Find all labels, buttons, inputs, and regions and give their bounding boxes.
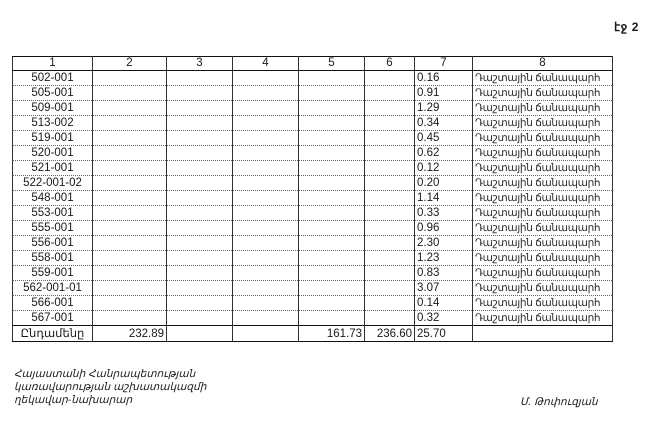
col6-value: [365, 86, 415, 101]
area-value: 0.62: [415, 146, 473, 161]
col6-value: [365, 146, 415, 161]
col6-value: [365, 116, 415, 131]
col3-value: [167, 86, 233, 101]
col5-value: [299, 176, 365, 191]
col6-value: [365, 266, 415, 281]
column-header: 3: [167, 57, 233, 71]
col5-value: [299, 86, 365, 101]
land-plots-table: [12, 56, 613, 342]
table-row: [13, 311, 613, 326]
col2-value: [93, 236, 167, 251]
area-value: 0.12: [415, 161, 473, 176]
table-row: [13, 206, 613, 221]
plot-code: 521-001: [13, 161, 93, 176]
col2-value: [93, 161, 167, 176]
col3-value: [167, 221, 233, 236]
plot-code: 553-001: [13, 206, 93, 221]
table-header-row: [13, 57, 613, 71]
plot-code: 520-001: [13, 146, 93, 161]
plot-code: 548-001: [13, 191, 93, 206]
signature-line: ղեկավար-նախարար: [14, 394, 133, 406]
col5-value: [299, 251, 365, 266]
col2-value: [93, 146, 167, 161]
col6-value: [365, 176, 415, 191]
table-row: [13, 221, 613, 236]
col5-value: [299, 281, 365, 296]
col4-value: [233, 131, 299, 146]
col5-value: [299, 131, 365, 146]
plot-code: 559-001: [13, 266, 93, 281]
col4-value: [233, 86, 299, 101]
col6-value: [365, 311, 415, 326]
plot-code: 502-001: [13, 71, 93, 86]
col6-value: [365, 296, 415, 311]
col4-value: [233, 281, 299, 296]
table-row: [13, 71, 613, 86]
col5-value: [299, 206, 365, 221]
col3-value: [167, 176, 233, 191]
table-row: [13, 191, 613, 206]
col3-value: [167, 236, 233, 251]
plot-code: 555-001: [13, 221, 93, 236]
col6-value: [365, 251, 415, 266]
total-col8: [473, 326, 613, 342]
col6-value: [365, 236, 415, 251]
land-type: Դաշտային ճանապարհ: [473, 296, 613, 311]
col5-value: [299, 101, 365, 116]
col2-value: [93, 116, 167, 131]
land-type: Դաշտային ճանապարհ: [473, 86, 613, 101]
col5-value: [299, 221, 365, 236]
land-type: Դաշտային ճանապարհ: [473, 266, 613, 281]
col3-value: [167, 116, 233, 131]
plot-code: 562-001-01: [13, 281, 93, 296]
area-value: 1.23: [415, 251, 473, 266]
area-value: 0.16: [415, 71, 473, 86]
land-type: Դաշտային ճանապարհ: [473, 206, 613, 221]
col4-value: [233, 206, 299, 221]
col2-value: [93, 311, 167, 326]
col4-value: [233, 176, 299, 191]
col4-value: [233, 116, 299, 131]
col3-value: [167, 296, 233, 311]
col5-value: [299, 146, 365, 161]
signature-title-block: [14, 368, 206, 407]
col2-value: [93, 206, 167, 221]
col3-value: [167, 251, 233, 266]
col4-value: [233, 221, 299, 236]
total-col4: [233, 326, 299, 342]
land-type: Դաշտային ճանապարհ: [473, 281, 613, 296]
col6-value: [365, 71, 415, 86]
col4-value: [233, 266, 299, 281]
table-row: [13, 131, 613, 146]
table-row: [13, 236, 613, 251]
col3-value: [167, 266, 233, 281]
col5-value: [299, 71, 365, 86]
col3-value: [167, 71, 233, 86]
signature-line: Հայաստանի Հանրապետության: [14, 368, 196, 380]
col3-value: [167, 281, 233, 296]
signer-name: Մ. Թոփուզյան: [520, 396, 598, 408]
col4-value: [233, 251, 299, 266]
plot-code: 558-001: [13, 251, 93, 266]
total-label: Ընդամենը: [13, 326, 93, 342]
signature-line: կառավարության աշխատակազմի: [14, 381, 207, 393]
col4-value: [233, 161, 299, 176]
table-row: [13, 176, 613, 191]
col2-value: [93, 296, 167, 311]
land-type: Դաշտային ճանապարհ: [473, 146, 613, 161]
col3-value: [167, 131, 233, 146]
plot-code: 509-001: [13, 101, 93, 116]
area-value: 0.96: [415, 221, 473, 236]
total-col2: 232.89: [93, 326, 167, 342]
plot-code: 519-001: [13, 131, 93, 146]
col3-value: [167, 101, 233, 116]
area-value: 0.91: [415, 86, 473, 101]
col5-value: [299, 191, 365, 206]
col6-value: [365, 101, 415, 116]
col4-value: [233, 146, 299, 161]
col5-value: [299, 311, 365, 326]
land-type: Դաշտային ճանապարհ: [473, 191, 613, 206]
column-header: 5: [299, 57, 365, 71]
col2-value: [93, 86, 167, 101]
col4-value: [233, 311, 299, 326]
land-type: Դաշտային ճանապարհ: [473, 311, 613, 326]
land-type: Դաշտային ճանապարհ: [473, 71, 613, 86]
col2-value: [93, 101, 167, 116]
area-value: 0.32: [415, 311, 473, 326]
col4-value: [233, 191, 299, 206]
col5-value: [299, 296, 365, 311]
plot-code: 522-001-02: [13, 176, 93, 191]
area-value: 1.29: [415, 101, 473, 116]
col6-value: [365, 221, 415, 236]
land-type: Դաշտային ճանապարհ: [473, 176, 613, 191]
table-row: [13, 251, 613, 266]
land-type: Դաշտային ճանապարհ: [473, 101, 613, 116]
col3-value: [167, 161, 233, 176]
col2-value: [93, 266, 167, 281]
col5-value: [299, 266, 365, 281]
land-type: Դաշտային ճանապարհ: [473, 236, 613, 251]
column-header: 1: [13, 57, 93, 71]
area-value: 3.07: [415, 281, 473, 296]
plot-code: 567-001: [13, 311, 93, 326]
area-value: 1.14: [415, 191, 473, 206]
column-header: 4: [233, 57, 299, 71]
land-type: Դաշտային ճանապարհ: [473, 251, 613, 266]
col5-value: [299, 116, 365, 131]
col3-value: [167, 191, 233, 206]
total-col5: 161.73: [299, 326, 365, 342]
col6-value: [365, 206, 415, 221]
column-header: 2: [93, 57, 167, 71]
table-row: [13, 146, 613, 161]
table-row: [13, 281, 613, 296]
table-row: [13, 266, 613, 281]
total-col3: [167, 326, 233, 342]
column-header: 6: [365, 57, 415, 71]
land-type: Դաշտային ճանապարհ: [473, 131, 613, 146]
area-value: 0.45: [415, 131, 473, 146]
col2-value: [93, 176, 167, 191]
plot-code: 513-002: [13, 116, 93, 131]
area-value: 2.30: [415, 236, 473, 251]
total-col6: 236.60: [365, 326, 415, 342]
col5-value: [299, 236, 365, 251]
table-row: [13, 116, 613, 131]
area-value: 0.20: [415, 176, 473, 191]
col3-value: [167, 206, 233, 221]
col3-value: [167, 146, 233, 161]
area-value: 0.83: [415, 266, 473, 281]
land-type: Դաշտային ճանապարհ: [473, 116, 613, 131]
col2-value: [93, 131, 167, 146]
area-value: 0.14: [415, 296, 473, 311]
plot-code: 556-001: [13, 236, 93, 251]
col4-value: [233, 71, 299, 86]
column-header: 7: [415, 57, 473, 71]
col6-value: [365, 161, 415, 176]
col2-value: [93, 251, 167, 266]
land-type: Դաշտային ճանապարհ: [473, 161, 613, 176]
col3-value: [167, 311, 233, 326]
col4-value: [233, 236, 299, 251]
col2-value: [93, 71, 167, 86]
col4-value: [233, 296, 299, 311]
col2-value: [93, 281, 167, 296]
col5-value: [299, 161, 365, 176]
total-col7: 25.70: [415, 326, 473, 342]
col6-value: [365, 191, 415, 206]
col6-value: [365, 281, 415, 296]
table-row: [13, 161, 613, 176]
plot-code: 566-001: [13, 296, 93, 311]
col4-value: [233, 101, 299, 116]
table-row: [13, 101, 613, 116]
column-header: 8: [473, 57, 613, 71]
col2-value: [93, 191, 167, 206]
table-row: [13, 86, 613, 101]
page-number: էջ 2: [614, 20, 639, 34]
col6-value: [365, 131, 415, 146]
plot-code: 505-001: [13, 86, 93, 101]
col2-value: [93, 221, 167, 236]
table-row: [13, 296, 613, 311]
land-type: Դաշտային ճանապարհ: [473, 221, 613, 236]
total-row: [13, 326, 613, 342]
area-value: 0.34: [415, 116, 473, 131]
area-value: 0.33: [415, 206, 473, 221]
